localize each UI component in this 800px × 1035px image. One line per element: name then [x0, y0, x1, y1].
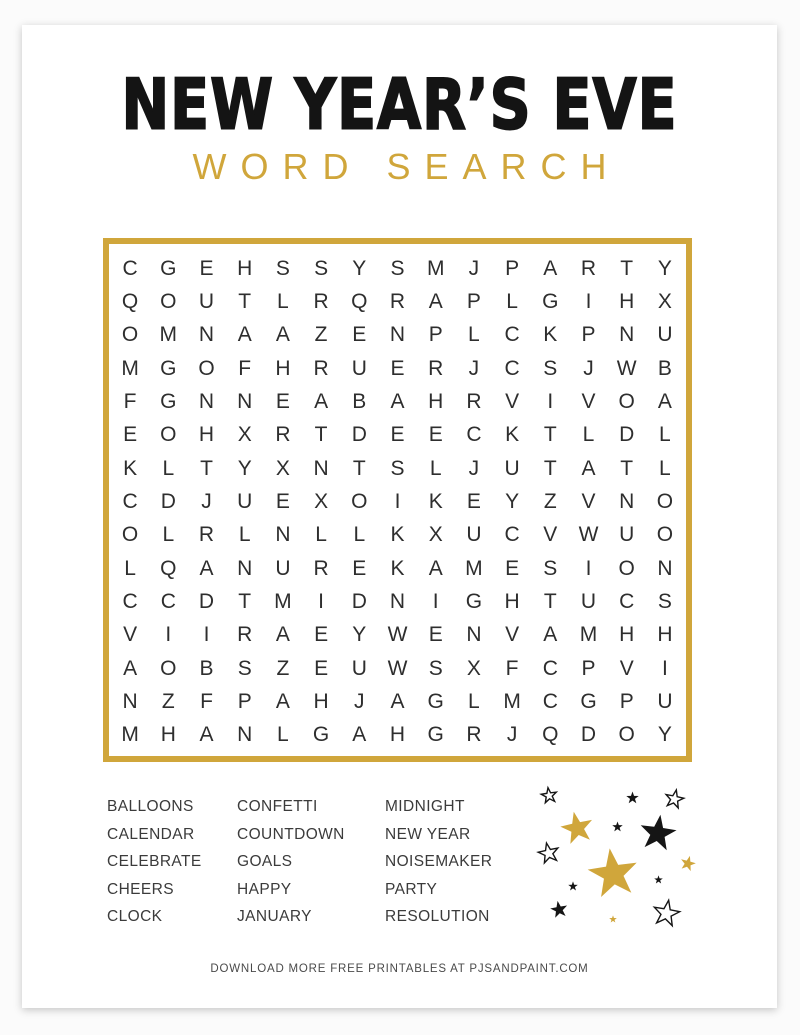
grid-letter: A	[275, 323, 290, 347]
grid-letter: I	[547, 389, 554, 413]
grid-letter: R	[313, 556, 329, 580]
grid-letter: P	[619, 689, 634, 713]
word-search-grid-border	[103, 238, 692, 762]
grid-letter: H	[428, 389, 444, 413]
grid-letter: R	[313, 289, 329, 313]
grid-letter: K	[505, 423, 520, 447]
black-star-icon	[568, 881, 578, 891]
grid-letter: S	[390, 456, 405, 480]
grid-letter: U	[466, 523, 482, 547]
grid-letter: O	[160, 423, 177, 447]
grid-letter: K	[390, 556, 405, 580]
grid-letter: O	[351, 489, 368, 513]
grid-letter: U	[351, 656, 367, 680]
grid-letter: F	[123, 389, 137, 413]
grid-letter: E	[390, 356, 405, 380]
grid-letter: T	[620, 456, 634, 480]
grid-letter: Z	[543, 489, 557, 513]
grid-letter: U	[657, 323, 673, 347]
grid-letter: I	[661, 656, 668, 680]
outline-star-icon	[536, 840, 561, 865]
grid-letter: A	[428, 289, 443, 313]
grid-letter: L	[162, 456, 175, 480]
grid-letter: L	[277, 289, 289, 313]
grid-letter: P	[237, 689, 252, 713]
grid-letter: L	[659, 456, 671, 480]
grid-letter: I	[165, 623, 172, 647]
grid-letter: U	[657, 689, 673, 713]
grid-letter: O	[618, 723, 635, 747]
word-item: CALENDAR	[107, 825, 195, 843]
grid-letter: S	[390, 256, 405, 280]
grid-letter: N	[237, 556, 253, 580]
grid-letter: O	[160, 289, 177, 313]
grid-letter: E	[428, 623, 443, 647]
grid-letter: A	[657, 389, 672, 413]
grid-letter: A	[390, 689, 405, 713]
grid-letter: C	[504, 323, 520, 347]
grid-letter: D	[160, 489, 176, 513]
grid-letter: X	[275, 456, 290, 480]
grid-letter: O	[121, 323, 139, 347]
grid-letter: A	[314, 389, 329, 413]
grid-letter: R	[198, 523, 215, 547]
grid-letter: A	[390, 389, 405, 413]
grid-letter: Q	[351, 289, 368, 313]
grid-letter: T	[314, 423, 328, 447]
grid-letter: C	[619, 589, 635, 613]
word-item: CELEBRATE	[107, 853, 202, 870]
word-item: NOISEMAKER	[385, 853, 493, 870]
grid-letter: J	[468, 456, 480, 480]
grid-letter: H	[504, 589, 520, 613]
grid-letter: L	[429, 456, 442, 480]
grid-letter: O	[121, 523, 139, 547]
grid-letter: F	[200, 689, 213, 713]
grid-letter: P	[581, 323, 596, 347]
grid-letter: O	[198, 356, 215, 380]
grid-letter: R	[428, 356, 444, 380]
grid-letter: F	[238, 356, 252, 380]
grid-letter: L	[238, 523, 251, 547]
grid-letter: Z	[314, 323, 328, 347]
grid-letter: A	[352, 723, 367, 747]
grid-letter: H	[313, 689, 329, 713]
black-star-icon	[626, 791, 639, 804]
gold-star-icon	[584, 843, 643, 902]
grid-letter: E	[275, 489, 290, 513]
grid-letter: X	[237, 423, 252, 447]
grid-letter: A	[543, 256, 558, 280]
grid-letter: D	[351, 423, 367, 447]
grid-letter: M	[465, 556, 483, 580]
grid-letter: U	[619, 523, 635, 547]
grid-letter: N	[389, 589, 406, 613]
grid-letter: J	[583, 356, 594, 380]
grid-letter: Y	[657, 256, 672, 280]
grid-letter: Y	[657, 723, 672, 747]
grid-letter: G	[160, 356, 177, 380]
grid-letter: P	[466, 289, 481, 313]
gold-star-icon	[557, 807, 597, 847]
grid-letter: P	[505, 256, 520, 280]
grid-letter: C	[160, 589, 176, 613]
grid-letter: N	[657, 556, 673, 580]
printable-page	[22, 25, 777, 1008]
grid-letter: E	[275, 389, 290, 413]
outline-star-icon	[663, 787, 686, 810]
word-column	[107, 793, 237, 931]
grid-letter: O	[160, 656, 177, 680]
grid-letter: V	[123, 623, 138, 647]
grid-letter: M	[159, 323, 178, 347]
grid-letter: W	[616, 356, 637, 380]
grid-letter: S	[275, 256, 290, 280]
grid-letter: A	[581, 456, 596, 480]
grid-letter: D	[580, 723, 597, 747]
gold-star-icon	[678, 853, 698, 873]
grid-letter: U	[237, 489, 253, 513]
grid-letter: X	[428, 523, 443, 547]
grid-letter: A	[543, 623, 558, 647]
word-item: HAPPY	[237, 880, 292, 898]
grid-letter: A	[199, 723, 214, 747]
grid-letter: H	[198, 423, 215, 447]
grid-letter: H	[657, 623, 673, 647]
grid-letter: U	[580, 589, 597, 613]
grid-letter: W	[387, 623, 408, 647]
grid-letter: D	[619, 423, 635, 447]
grid-letter: I	[318, 589, 325, 613]
grid-letter: Z	[276, 656, 290, 680]
grid-letter: C	[504, 356, 520, 380]
grid-letter: S	[543, 556, 558, 580]
grid-letter: X	[657, 289, 672, 313]
word-item: RESOLUTION	[385, 908, 490, 925]
grid-letter: D	[198, 589, 215, 613]
grid-letter: U	[351, 356, 367, 380]
grid-letter: X	[466, 656, 481, 680]
grid-letter: V	[505, 389, 520, 413]
word-item: CHEERS	[107, 880, 174, 898]
grid-letter: S	[543, 356, 558, 380]
grid-letter: L	[506, 289, 518, 313]
grid-letter: M	[121, 723, 139, 747]
grid-letter: N	[619, 489, 635, 513]
grid-letter: Z	[161, 689, 175, 713]
word-item: MIDNIGHT	[385, 798, 465, 815]
grid-letter: T	[352, 456, 366, 480]
word-item: CONFETTI	[237, 798, 318, 815]
outline-star-icon	[650, 896, 681, 927]
grid-letter: E	[390, 423, 405, 447]
grid-letter: R	[466, 389, 482, 413]
grid-letter: A	[275, 623, 290, 647]
grid-letter: A	[123, 656, 138, 680]
word-item: CLOCK	[107, 908, 163, 925]
word-column	[237, 793, 385, 931]
grid-letter: J	[201, 489, 212, 513]
word-item: BALLOONS	[107, 798, 194, 815]
grid-letter: S	[657, 589, 672, 613]
word-column	[385, 793, 492, 931]
grid-letter: V	[581, 489, 596, 513]
grid-letter: B	[199, 656, 214, 680]
grid-letter: K	[428, 489, 443, 513]
grid-letter: Q	[121, 289, 139, 313]
grid-letter: G	[427, 689, 444, 713]
grid-letter: M	[503, 689, 521, 713]
grid-letter: G	[580, 689, 597, 713]
grid-letter: E	[352, 323, 367, 347]
grid-letter: B	[657, 356, 672, 380]
grid-letter: V	[619, 656, 634, 680]
grid-letter: K	[390, 523, 405, 547]
grid-letter: K	[123, 456, 138, 480]
black-star-icon	[654, 875, 663, 884]
grid-letter: A	[428, 556, 443, 580]
grid-letter: T	[543, 589, 557, 613]
grid-letter: H	[275, 356, 291, 380]
grid-letter: N	[237, 723, 253, 747]
grid-letter: R	[237, 623, 253, 647]
word-list	[107, 793, 492, 931]
grid-letter: L	[468, 323, 480, 347]
grid-letter: H	[619, 289, 635, 313]
grid-letter: R	[313, 356, 329, 380]
grid-letter: I	[585, 556, 592, 580]
grid-letter: C	[542, 656, 558, 680]
grid-letter: E	[123, 423, 138, 447]
grid-letter: E	[428, 423, 443, 447]
black-star-icon	[612, 821, 623, 832]
grid-letter: L	[582, 423, 595, 447]
grid-letter: V	[543, 523, 558, 547]
footer-text: DOWNLOAD MORE FREE PRINTABLES AT PJSANDPAINT.COM	[210, 963, 589, 975]
grid-letter: N	[122, 689, 138, 713]
grid-letter: H	[160, 723, 176, 747]
grid-letter: V	[581, 389, 596, 413]
grid-letter: C	[466, 423, 482, 447]
grid-letter: U	[198, 289, 215, 313]
grid-letter: O	[618, 556, 635, 580]
grid-letter: Q	[160, 556, 177, 580]
grid-letter: U	[504, 456, 520, 480]
grid-letter: L	[353, 523, 366, 547]
grid-letter: M	[121, 356, 139, 380]
grid-letter: J	[468, 256, 480, 280]
grid-letter: L	[468, 689, 480, 713]
grid-letter: N	[237, 389, 253, 413]
grid-letter: R	[389, 289, 406, 313]
grid-letter: E	[352, 556, 367, 580]
letter-grid	[109, 244, 686, 756]
grid-letter: N	[619, 323, 635, 347]
grid-letter: N	[198, 323, 215, 347]
grid-letter: T	[543, 456, 557, 480]
grid-letter: N	[313, 456, 329, 480]
word-item: PARTY	[385, 880, 438, 898]
grid-letter: T	[238, 289, 252, 313]
grid-letter: E	[314, 623, 329, 647]
grid-letter: I	[394, 489, 401, 513]
grid-letter: M	[426, 256, 445, 280]
grid-letter: H	[237, 256, 253, 280]
grid-letter: E	[466, 489, 481, 513]
word-item: NEW YEAR	[385, 825, 471, 843]
grid-letter: G	[427, 723, 444, 747]
grid-letter: J	[506, 723, 518, 747]
grid-letter: I	[203, 623, 210, 647]
grid-letter: N	[466, 623, 482, 647]
grid-letter: Y	[237, 456, 252, 480]
grid-letter: R	[580, 256, 597, 280]
grid-letter: M	[579, 623, 598, 647]
grid-letter: O	[618, 389, 635, 413]
grid-letter: G	[312, 723, 330, 747]
grid-letter: E	[199, 256, 214, 280]
grid-letter: N	[198, 389, 215, 413]
grid-letter: J	[354, 689, 365, 713]
outline-star-icon	[540, 786, 558, 804]
grid-letter: Y	[352, 256, 367, 280]
grid-letter: H	[389, 723, 406, 747]
grid-letter: J	[468, 356, 480, 380]
grid-letter: S	[314, 256, 329, 280]
grid-letter: A	[199, 556, 214, 580]
grid-letter: R	[466, 723, 482, 747]
grid-letter: E	[505, 556, 520, 580]
grid-letter: C	[542, 689, 558, 713]
grid-letter: V	[505, 623, 520, 647]
word-item: GOALS	[237, 853, 293, 870]
grid-letter: H	[619, 623, 635, 647]
grid-letter: Y	[505, 489, 520, 513]
grid-letter: D	[351, 589, 367, 613]
grid-letter: A	[237, 323, 252, 347]
grid-letter: T	[200, 456, 213, 480]
grid-letter: G	[160, 256, 177, 280]
grid-letter: O	[656, 489, 674, 513]
word-item: JANUARY	[237, 908, 312, 925]
page-subtitle: WORD SEARCH	[192, 146, 621, 187]
grid-letter: M	[274, 589, 292, 613]
gold-star-icon	[609, 915, 617, 923]
grid-letter: U	[275, 556, 291, 580]
grid-letter: N	[389, 323, 406, 347]
grid-letter: S	[237, 656, 252, 680]
grid-letter: L	[277, 723, 289, 747]
grid-letter: L	[124, 556, 136, 580]
grid-letter: Q	[542, 723, 559, 747]
grid-letter: T	[238, 589, 252, 613]
grid-letter: X	[314, 489, 329, 513]
grid-letter: C	[504, 523, 520, 547]
grid-letter: I	[585, 289, 592, 313]
grid-letter: C	[122, 489, 138, 513]
word-item: COUNTDOWN	[237, 825, 345, 843]
grid-letter: I	[432, 589, 439, 613]
grid-letter: G	[160, 389, 177, 413]
grid-letter: P	[428, 323, 443, 347]
page-title: NEW YEAR’S EVE	[121, 65, 678, 146]
black-star-icon	[549, 899, 570, 920]
grid-letter: B	[352, 389, 367, 413]
grid-letter: K	[543, 323, 558, 347]
grid-letter: T	[543, 423, 557, 447]
grid-letter: Y	[352, 623, 367, 647]
black-star-icon	[637, 811, 680, 854]
grid-letter: T	[620, 256, 634, 280]
grid-letter: F	[505, 656, 519, 680]
grid-letter: A	[275, 689, 290, 713]
grid-letter: N	[275, 523, 291, 547]
grid-letter: P	[581, 656, 596, 680]
grid-letter: C	[122, 589, 138, 613]
grid-letter: O	[656, 523, 674, 547]
grid-letter: S	[428, 656, 443, 680]
grid-letter: L	[162, 523, 175, 547]
grid-letter: E	[314, 656, 329, 680]
grid-letter: W	[578, 523, 599, 547]
grid-letter: L	[315, 523, 327, 547]
grid-letter: G	[542, 289, 559, 313]
grid-letter: R	[275, 423, 291, 447]
grid-letter: C	[122, 256, 138, 280]
grid-letter: G	[465, 589, 483, 613]
grid-letter: L	[659, 423, 671, 447]
grid-letter: W	[387, 656, 408, 680]
